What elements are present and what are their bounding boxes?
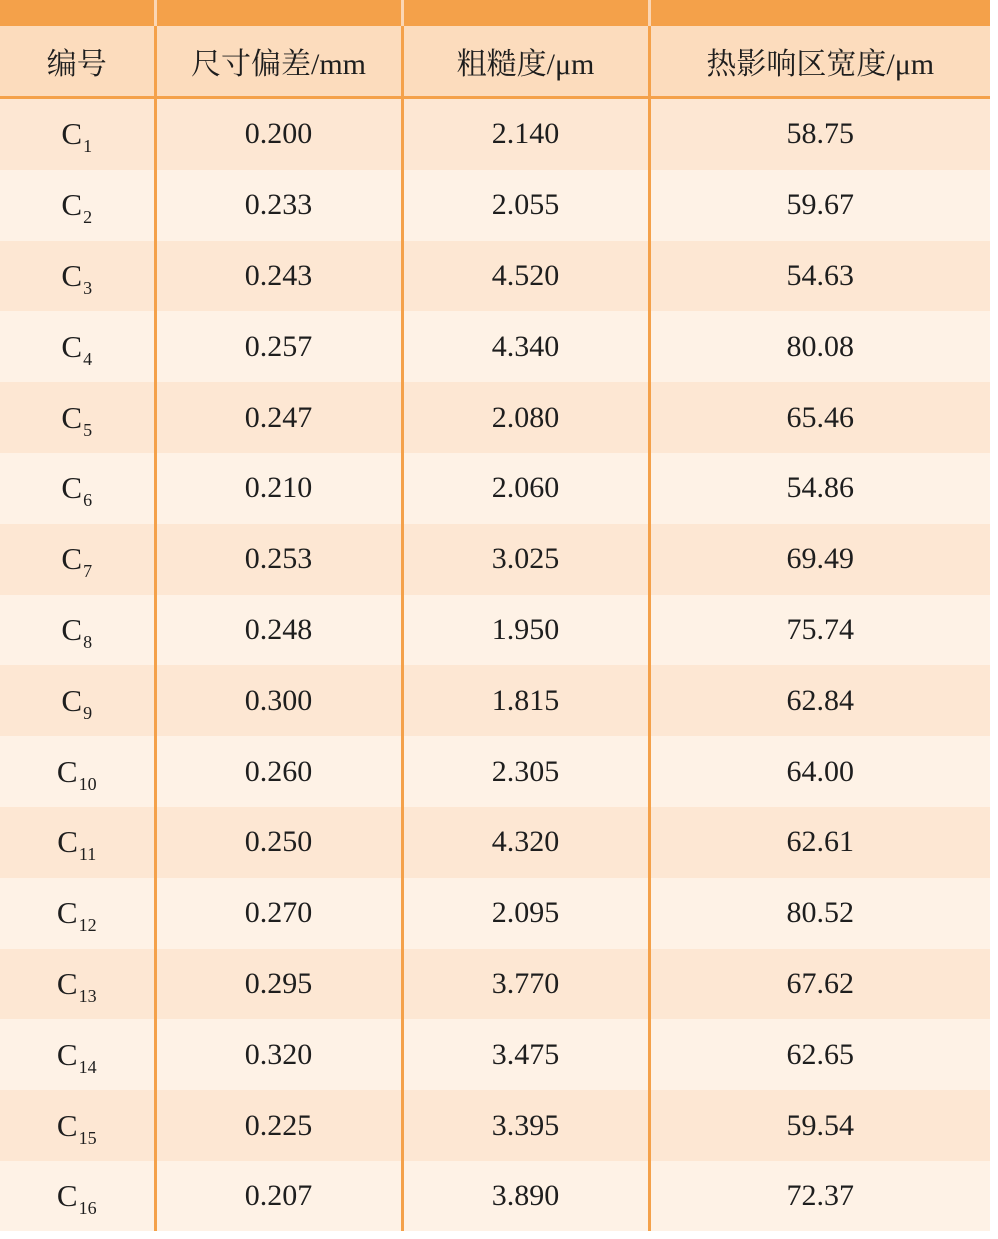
sample-code-letter: C — [61, 328, 83, 364]
table-row — [0, 382, 990, 453]
table-row — [0, 595, 990, 666]
sample-code-subscript: 9 — [83, 702, 93, 723]
cell-id — [0, 807, 155, 878]
cell-haz-width: 80.52 — [649, 878, 990, 949]
cell-roughness: 2.060 — [402, 453, 649, 524]
sample-code-subscript: 11 — [78, 844, 97, 865]
table-row — [0, 736, 990, 807]
sample-code-letter: C — [61, 116, 83, 152]
table-row — [0, 949, 990, 1020]
sample-code-letter: C — [57, 824, 78, 860]
cell-id — [0, 665, 155, 736]
table-row — [0, 1090, 990, 1161]
sample-code-letter: C — [61, 399, 83, 435]
cell-haz-width: 64.00 — [649, 736, 990, 807]
sample-code-subscript: 8 — [83, 631, 93, 652]
table-row — [0, 524, 990, 595]
cell-size-deviation: 0.200 — [155, 98, 402, 170]
table-body — [0, 98, 990, 1232]
cell-roughness: 4.340 — [402, 311, 649, 382]
cell-size-deviation: 0.225 — [155, 1090, 402, 1161]
cell-size-deviation: 0.250 — [155, 807, 402, 878]
sample-code-subscript: 1 — [83, 136, 93, 157]
cell-haz-width: 65.46 — [649, 382, 990, 453]
sample-code-subscript: 7 — [83, 561, 93, 582]
cell-id — [0, 170, 155, 241]
cell-roughness: 3.890 — [402, 1161, 649, 1231]
sample-code-letter: C — [61, 470, 83, 506]
cell-id — [0, 1161, 155, 1231]
cell-roughness: 1.950 — [402, 595, 649, 666]
cell-id — [0, 524, 155, 595]
cell-size-deviation: 0.320 — [155, 1019, 402, 1090]
cell-roughness: 4.320 — [402, 807, 649, 878]
column-header-size-deviation: 尺寸偏差/mm — [155, 26, 402, 98]
cell-haz-width: 62.65 — [649, 1019, 990, 1090]
cell-id — [0, 311, 155, 382]
cell-haz-width: 54.86 — [649, 453, 990, 524]
cell-id — [0, 1090, 155, 1161]
cell-size-deviation: 0.300 — [155, 665, 402, 736]
cell-haz-width: 59.54 — [649, 1090, 990, 1161]
table-row — [0, 311, 990, 382]
column-header-haz-width: 热影响区宽度/μm — [649, 26, 990, 98]
sample-code-letter: C — [56, 753, 78, 789]
sample-code-subscript: 16 — [78, 1198, 97, 1219]
cell-size-deviation: 0.248 — [155, 595, 402, 666]
sample-code-subscript: 2 — [83, 207, 93, 228]
column-header-id: 编号 — [0, 26, 155, 98]
cell-haz-width: 69.49 — [649, 524, 990, 595]
cell-id — [0, 453, 155, 524]
table-row — [0, 807, 990, 878]
cell-roughness: 2.080 — [402, 382, 649, 453]
cell-size-deviation: 0.295 — [155, 949, 402, 1020]
cell-id — [0, 382, 155, 453]
cell-roughness: 3.395 — [402, 1090, 649, 1161]
table-row — [0, 1019, 990, 1090]
table-row — [0, 170, 990, 241]
table-row — [0, 98, 990, 170]
cell-id — [0, 736, 155, 807]
sample-code-subscript: 4 — [83, 348, 93, 369]
cell-size-deviation: 0.210 — [155, 453, 402, 524]
cell-roughness: 2.095 — [402, 878, 649, 949]
cell-haz-width: 72.37 — [649, 1161, 990, 1231]
cell-size-deviation: 0.243 — [155, 241, 402, 312]
cell-size-deviation: 0.260 — [155, 736, 402, 807]
table-row — [0, 241, 990, 312]
cell-id — [0, 878, 155, 949]
table-top-band — [0, 0, 990, 26]
sample-code-letter: C — [56, 1107, 78, 1143]
cell-id — [0, 98, 155, 170]
sample-code-subscript: 13 — [78, 985, 97, 1006]
cell-roughness: 3.475 — [402, 1019, 649, 1090]
cell-size-deviation: 0.270 — [155, 878, 402, 949]
sample-code-subscript: 3 — [83, 277, 93, 298]
cell-id — [0, 1019, 155, 1090]
sample-code-letter: C — [61, 187, 83, 223]
cell-haz-width: 59.67 — [649, 170, 990, 241]
cell-size-deviation: 0.233 — [155, 170, 402, 241]
cell-size-deviation: 0.257 — [155, 311, 402, 382]
table-row — [0, 878, 990, 949]
cell-roughness: 2.140 — [402, 98, 649, 170]
table-row — [0, 453, 990, 524]
cell-haz-width: 75.74 — [649, 595, 990, 666]
cell-haz-width: 80.08 — [649, 311, 990, 382]
cell-haz-width: 62.84 — [649, 665, 990, 736]
cell-roughness: 3.025 — [402, 524, 649, 595]
sample-code-letter: C — [56, 1178, 78, 1214]
cell-haz-width: 54.63 — [649, 241, 990, 312]
cell-haz-width: 67.62 — [649, 949, 990, 1020]
sample-code-subscript: 14 — [78, 1056, 97, 1077]
cell-size-deviation: 0.247 — [155, 382, 402, 453]
cell-id — [0, 949, 155, 1020]
cell-roughness: 1.815 — [402, 665, 649, 736]
sample-code-letter: C — [61, 682, 83, 718]
cell-id — [0, 595, 155, 666]
sample-code-letter: C — [61, 541, 83, 577]
sample-code-subscript: 10 — [78, 773, 97, 794]
cell-roughness: 2.305 — [402, 736, 649, 807]
sample-code-letter: C — [61, 257, 83, 293]
column-header-roughness: 粗糙度/μm — [402, 26, 649, 98]
sample-code-subscript: 6 — [83, 490, 93, 511]
sample-code-letter: C — [56, 895, 78, 931]
sample-code-letter: C — [61, 611, 83, 647]
table-header-row — [0, 26, 990, 98]
table-row — [0, 665, 990, 736]
sample-code-subscript: 5 — [83, 419, 93, 440]
sample-code-subscript: 15 — [78, 1127, 97, 1148]
table-row — [0, 1161, 990, 1231]
cell-size-deviation: 0.253 — [155, 524, 402, 595]
cell-haz-width: 58.75 — [649, 98, 990, 170]
cell-roughness: 2.055 — [402, 170, 649, 241]
sample-code-letter: C — [56, 1036, 78, 1072]
cell-size-deviation: 0.207 — [155, 1161, 402, 1231]
cell-roughness: 4.520 — [402, 241, 649, 312]
cell-haz-width: 62.61 — [649, 807, 990, 878]
cell-roughness: 3.770 — [402, 949, 649, 1020]
cell-id — [0, 241, 155, 312]
sample-code-letter: C — [56, 965, 78, 1001]
sample-code-subscript: 12 — [78, 915, 97, 936]
